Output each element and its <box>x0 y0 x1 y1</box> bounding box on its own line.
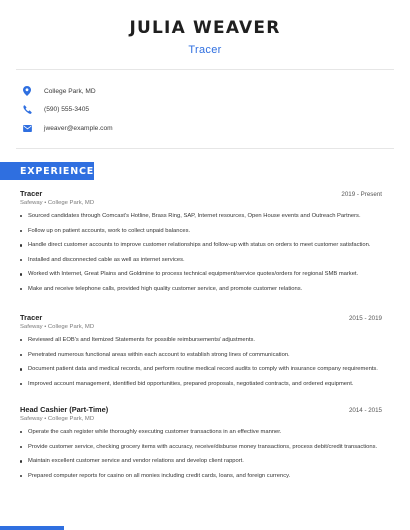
job-entry <box>20 405 382 486</box>
bullet-item: Penetrated numerous functional areas within each account to establish strong lines of communication. <box>20 351 382 359</box>
contact-divider <box>16 148 394 149</box>
bullet-item: Maintain excellent customer service and vendor relations and develop client rapport. <box>20 457 382 465</box>
resume-header <box>0 18 410 56</box>
job-title: Head Cashier (Part-Time) <box>20 405 109 414</box>
experience-heading: EXPERIENCE <box>0 162 94 180</box>
bullet-item: Provide customer service, checking grocery items with accuracy, receive/disburse money transactions, process debit/credit transactions. <box>20 443 382 451</box>
job-dates: 2015 - 2019 <box>348 315 382 322</box>
map-pin-icon <box>20 84 34 98</box>
location-text: College Park, MD <box>44 87 96 95</box>
contact-email <box>20 119 380 138</box>
job-title: Tracer <box>20 189 43 198</box>
contact-phone <box>20 101 380 120</box>
candidate-title: Tracer <box>188 44 222 56</box>
bullet-item: Sourced candidates through Comcast's Hotline, Brass Ring, SAP, Internet resources, Open House events and Outreach Partners. <box>20 212 382 220</box>
candidate-name: JULIA WEAVER <box>129 18 281 38</box>
bullet-item: Improved account management, identified bid opportunities, prepared proposals, negotiated contracts, and ordered equipment. <box>20 380 382 388</box>
job-bullets <box>20 212 382 293</box>
bullet-item: Document patient data and medical records, and perform routine medical record audits to comply with insurance company requirements. <box>20 365 382 373</box>
bullet-item: Operate the cash register while thoroughly executing customer transactions in an effective manner. <box>20 428 382 436</box>
job-bullets <box>20 428 382 480</box>
job-company: Safeway • College Park, MD <box>20 324 95 330</box>
job-entry <box>20 189 382 300</box>
bullet-item: Installed and disconnected cable as well as internet services. <box>20 256 382 264</box>
bullet-item: Follow up on patient accounts, work to collect unpaid balances. <box>20 227 382 235</box>
job-dates: 2019 - Present <box>341 191 382 198</box>
email-text[interactable]: jweaver@example.com <box>44 124 113 132</box>
bullet-item: Make and receive telephone calls, provided high quality customer service, and promote customer relations. <box>20 285 382 293</box>
job-company: Safeway • College Park, MD <box>20 200 95 206</box>
job-bullets <box>20 336 382 388</box>
job-title: Tracer <box>20 313 43 322</box>
job-dates: 2014 - 2015 <box>348 407 382 414</box>
bullet-item: Prepared computer reports for casino on all monies including credit cards, loans, and foreign currency. <box>20 472 382 480</box>
job-entry <box>20 313 382 394</box>
contact-list <box>20 82 380 138</box>
envelope-icon <box>20 121 34 135</box>
next-section-heading-bar <box>0 526 64 530</box>
bullet-item: Reviewed all EOB's and Itemized Statements for possible reimbursements/ adjustments. <box>20 336 382 344</box>
bullet-item: Worked with Internet, Great Plains and Goldmine to process technical equipment/service quotes/orders for regional SMB market. <box>20 270 382 278</box>
phone-text: (590) 555-3405 <box>44 106 90 114</box>
contact-location <box>20 82 380 101</box>
phone-icon <box>20 103 34 117</box>
job-company: Safeway • College Park, MD <box>20 416 95 422</box>
header-divider <box>16 69 394 70</box>
bullet-item: Handle direct customer accounts to improve customer relationships and follow-up with status on orders to meet customer satisfaction. <box>20 241 382 249</box>
